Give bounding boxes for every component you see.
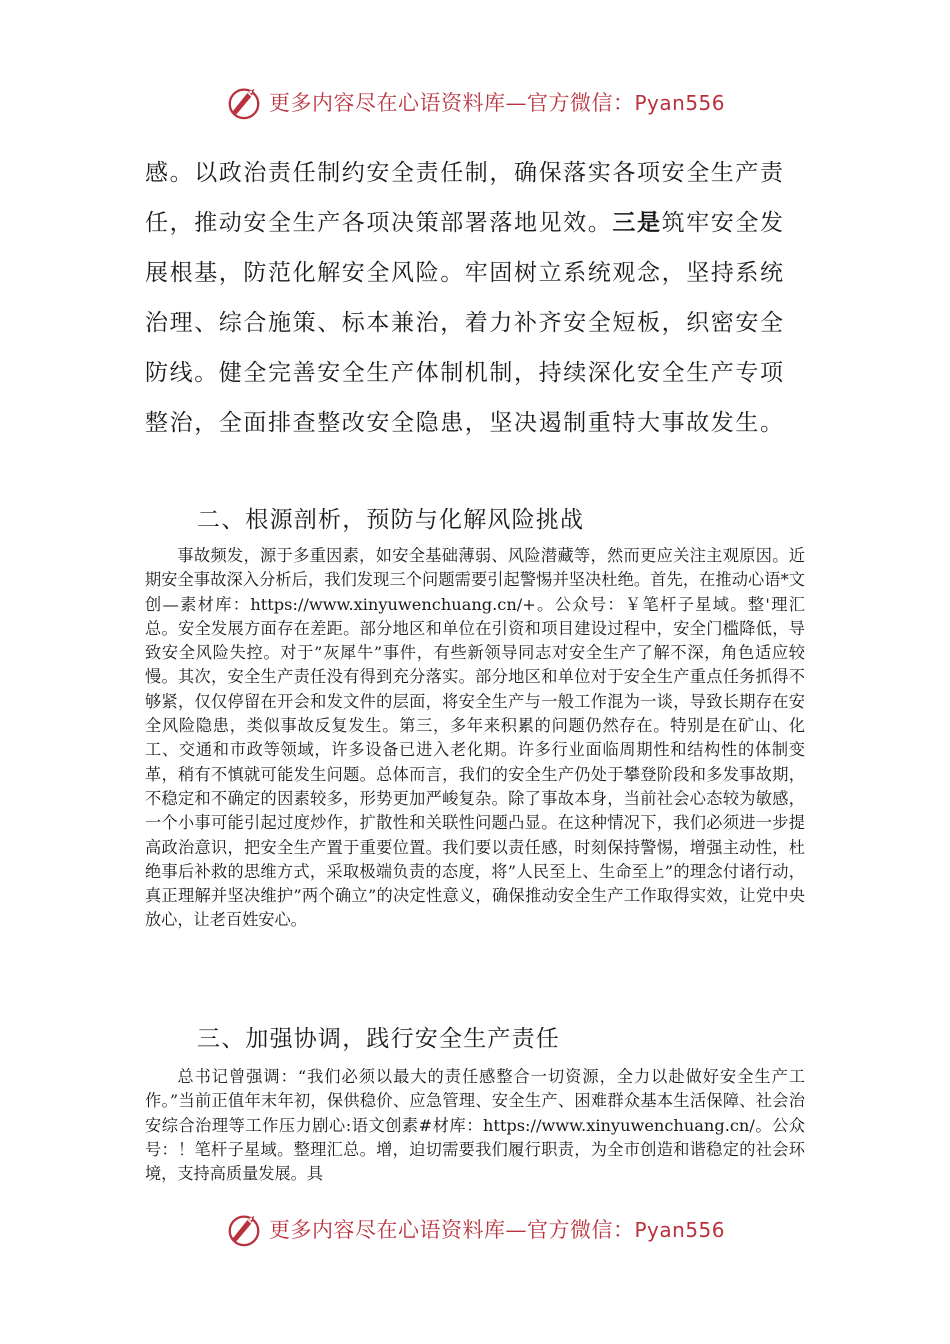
section1-closing-paragraph: 感。以政治责任制约安全责任制，确保落实各项安全生产责任，推动安全生产各项决策部署落地见效。三是筑牢安全发展根基，防范化解安全风险。牢固树立系统观念，坚持系统治理、综合施策、标本兼治，着力补齐安全短板，织密安全防线。健全完善安全生产体制机制，持续深化安全生产专项整治，全面排查整改安全隐患，坚决遏制重特大事故发生。 [145, 160, 785, 436]
banner-text: 更多内容尽在心语资料库—官方微信：Pyan556 [268, 1218, 725, 1242]
footer-watermark-banner [0, 1207, 950, 1251]
section3-heading: 三、加强协调，践行安全生产责任 [197, 1026, 560, 1052]
banner-text: 更多内容尽在心语资料库—官方微信：Pyan556 [268, 91, 725, 115]
section2-paragraph: 事故频发，源于多重因素，如安全基础薄弱、风险潜藏等，然而更应关注主观原因。近期安全事故深入分析后，我们发现三个问题需要引起警惕并坚决杜绝。首先，在推动心语*文创—素材库：https://www.xinyuwenchuang.cn/+。公众号：￥笔杆子星域。整'理汇总。安全发展方面存在差距。部分地区和单位在引资和项目建设过程中，安全门槛降低，导致安全风险失控。对于”灰犀牛”事件，有些新领导同志对安全生产了解不深，角色适应较慢。其次，安全生产责任没有得到充分落实。部分地区和单位对于安全生产重点任务抓得不够紧，仅仅停留在开会和发文件的层面，将安全生产与一般工作混为一谈，导致长期存在安全风险隐患，类似事故反复发生。第三，多年来积累的问题仍然存在。特别是在矿山、化工、交通和市政等领域，许多设备已进入老化期。许多行业面临周期性和结构性的体制变革，稍有不慎就可能发生问题。总体而言，我们的安全生产仍处于攀登阶段和多发事故期，不稳定和不确定的因素较多，形势更加严峻复杂。除了事故本身，当前社会心态较为敏感，一个小事可能引起过度炒作，扩散性和关联性问题凸显。在这种情况下，我们必须进一步提高政治意识，把安全生产置于重要位置。我们要以责任感，时刻保持警惕，增强主动性，杜绝事后补救的思维方式，采取极端负责的态度，将”人民至上、生命至上”的理念付诸行动，真正理解并坚决维护”两个确立”的决定性意义，确保推动安全生产工作取得实效，让党中央放心，让老百姓安心。 [145, 546, 805, 930]
bold-enumerator: 三是 [612, 209, 662, 236]
pen-nib-logo-icon [225, 1210, 263, 1248]
banner-wechat-handle: Pyan556 [634, 91, 725, 115]
banner-wechat-handle: Pyan556 [634, 1218, 725, 1242]
section3-paragraph: 总书记曾强调：“我们必须以最大的责任感整合一切资源，全力以赴做好安全生产工作。”当前正值年末年初，保供稳价、应急管理、安全生产、困难群众基本生活保障、社会治安综合治理等工作压力剧心:语文创素#材库：https://www.xinyuwenchuang.cn/。公众号：！笔杆子星域。整理汇总。增，迫切需要我们履行职责，为全市创造和谐稳定的社会环境，支持高质量发展。具 [145, 1067, 805, 1184]
pen-nib-logo-icon [225, 83, 263, 121]
header-watermark-banner [0, 80, 950, 124]
section2-heading: 二、根源剖析，预防与化解风险挑战 [197, 507, 585, 533]
